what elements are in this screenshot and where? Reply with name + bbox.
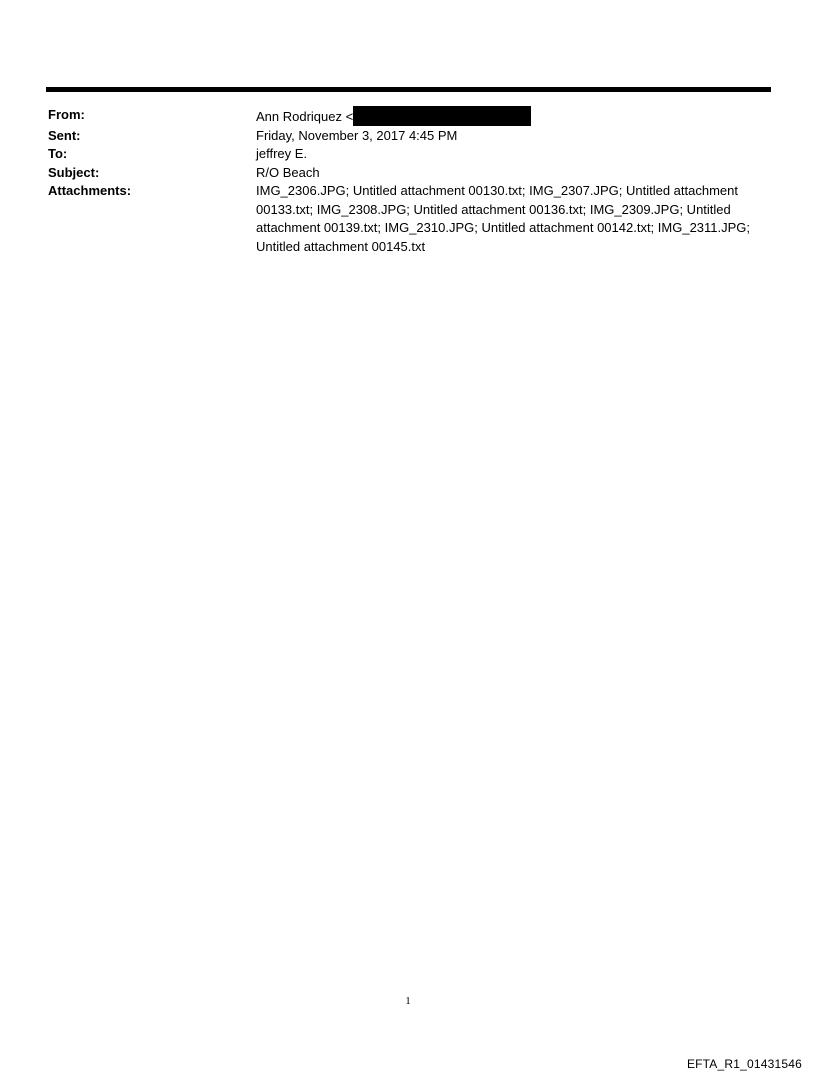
attachments-value: IMG_2306.JPG; Untitled attachment 00130.txt; IMG_2307.JPG; Untitled attachment 00133.txt; IMG_2308.JPG; Untitled attachment 00136.txt; IMG_2309.JPG; Untitled attachment 00139.txt; IMG_2310.JPG; Untitled attachment 00142.txt; IMG_2311.JPG; Untitled attachment 00145.txt	[256, 183, 751, 254]
from-row	[48, 106, 758, 127]
document-id: EFTA_R1_01431546	[686, 1057, 802, 1071]
from-label: From:	[48, 107, 85, 122]
subject-label: Subject:	[48, 164, 100, 180]
from-value	[256, 106, 758, 127]
page-number: 1	[405, 995, 411, 1007]
attachments-label: Attachments:	[48, 183, 132, 198]
sent-row	[48, 127, 758, 146]
to-value: jeffrey E.	[256, 146, 308, 161]
sender-name: Ann Rodriquez <	[256, 109, 354, 124]
sent-label: Sent:	[48, 127, 81, 143]
email-header	[48, 106, 758, 256]
header-rule	[46, 87, 771, 92]
to-label: To:	[48, 146, 68, 161]
subject-row	[48, 164, 758, 183]
redaction-box	[353, 106, 531, 126]
to-row	[48, 145, 758, 164]
sent-value: Friday, November 3, 2017 4:45 PM	[256, 127, 458, 143]
subject-value: R/O Beach	[256, 164, 320, 180]
attachments-row	[48, 182, 758, 256]
